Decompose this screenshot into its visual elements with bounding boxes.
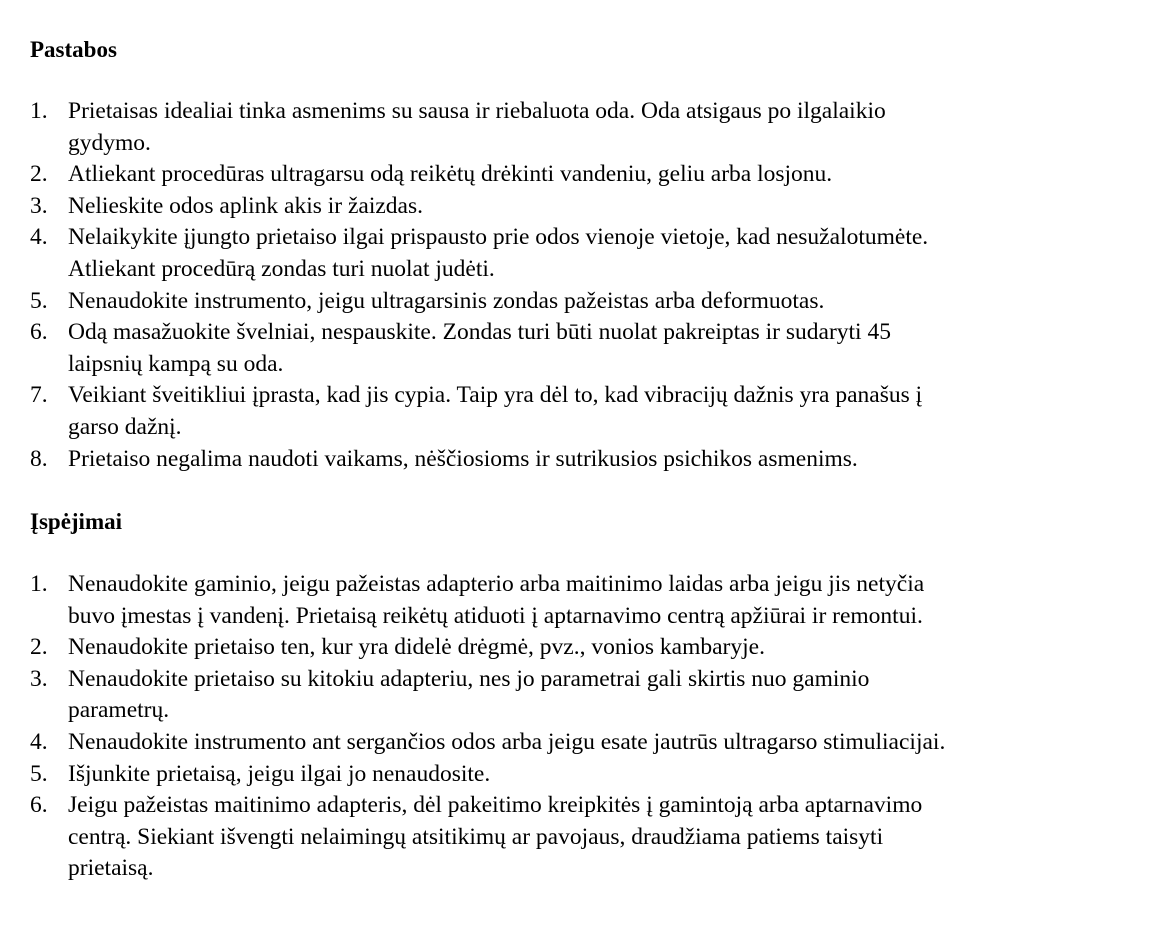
warnings-list <box>30 569 945 885</box>
warnings-list-item <box>30 664 945 727</box>
notes-list-item <box>30 191 928 223</box>
warnings-list-item <box>30 727 945 759</box>
list-item-text: Nelieskite odos aplink akis ir žaizdas. <box>68 192 424 219</box>
list-item-text: Nenaudokite instrumento, jeigu ultragarsinis zondas pažeistas arba deformuotas. <box>68 287 825 314</box>
warnings-list-item <box>30 790 945 885</box>
warnings-heading: Įspėjimai <box>30 509 122 534</box>
list-item-text: Veikiant šveitikliui įprasta, kad jis cypia. Taip yra dėl to, kad vibracijų dažnis yra panašus į garso dažnį. <box>68 382 923 440</box>
warnings-list-item <box>30 569 945 632</box>
list-item-number: 1. <box>30 98 48 124</box>
list-item-text: Prietaisas idealiai tinka asmenims su sausa ir riebaluota oda. Oda atsigaus po ilgalaikio gydymo. <box>68 98 886 156</box>
list-item-number: 2. <box>30 161 48 188</box>
list-item-text: Nenaudokite prietaiso su kitokiu adapteriu, nes jo parametrai gali skirtis nuo gaminio parametrų. <box>68 665 870 724</box>
notes-list-item <box>30 317 928 380</box>
notes-list-item <box>30 159 928 191</box>
warnings-list-item <box>30 759 945 791</box>
list-item-number: 2. <box>30 634 48 661</box>
list-item-text: Išjunkite prietaisą, jeigu ilgai jo nenaudosite. <box>68 760 491 787</box>
list-item-text: Prietaiso negalima naudoti vaikams, nėščiosioms ir sutrikusios psichikos asmenims. <box>68 445 858 472</box>
warnings-list-item <box>30 632 945 664</box>
list-item-number: 5. <box>30 287 48 314</box>
list-item-number: 6. <box>30 792 48 819</box>
list-item-text: Atliekant procedūras ultragarsu odą reikėtų drėkinti vandeniu, geliu arba losjonu. <box>68 161 833 188</box>
list-item-text: Nenaudokite gaminio, jeigu pažeistas adapterio arba maitinimo laidas arba jeigu jis netyčia buvo įmestas į vandenį. Prietaisą reikėtų atiduoti į aptarnavimo centrą apžiūrai ir remontui. <box>68 571 925 629</box>
list-item-number: 7. <box>30 382 48 409</box>
notes-list-item <box>30 380 928 443</box>
notes-list-item <box>30 222 928 285</box>
list-item-number: 6. <box>30 319 48 346</box>
list-item-number: 4. <box>30 224 48 251</box>
list-item-number: 3. <box>30 192 48 219</box>
notes-list <box>30 96 928 475</box>
notes-list-item <box>30 444 928 476</box>
list-item-text: Jeigu pažeistas maitinimo adapteris, dėl pakeitimo kreipkitės į gamintoją arba aptarnavimo centrą. Siekiant išvengti nelaimingų atsitikimų ar pavojaus, draudžiama patiems taisyti prietaisą. <box>68 792 923 882</box>
list-item-number: 8. <box>30 445 48 472</box>
list-item-text: Odą masažuokite švelniai, nespauskite. Zondas turi būti nuolat pakreiptas ir sudaryti 45 laipsnių kampą su oda. <box>68 319 891 377</box>
notes-list-item <box>30 96 928 159</box>
notes-list-item <box>30 286 928 318</box>
list-item-number: 1. <box>30 571 48 597</box>
list-item-text: Nenaudokite prietaiso ten, kur yra didelė drėgmė, pvz., vonios kambaryje. <box>68 634 765 661</box>
list-item-text: Nelaikykite įjungto prietaiso ilgai prispausto prie odos vienoje vietoje, kad nesužalotumėte. Atliekant procedūrą zondas turi nuolat judėti. <box>68 224 929 282</box>
notes-heading: Pastabos <box>30 37 117 62</box>
list-item-text: Nenaudokite instrumento ant sergančios odos arba jeigu esate jautrūs ultragarso stimuliacijai. <box>68 728 946 755</box>
list-item-number: 4. <box>30 728 48 755</box>
list-item-number: 3. <box>30 665 48 692</box>
list-item-number: 5. <box>30 760 48 787</box>
